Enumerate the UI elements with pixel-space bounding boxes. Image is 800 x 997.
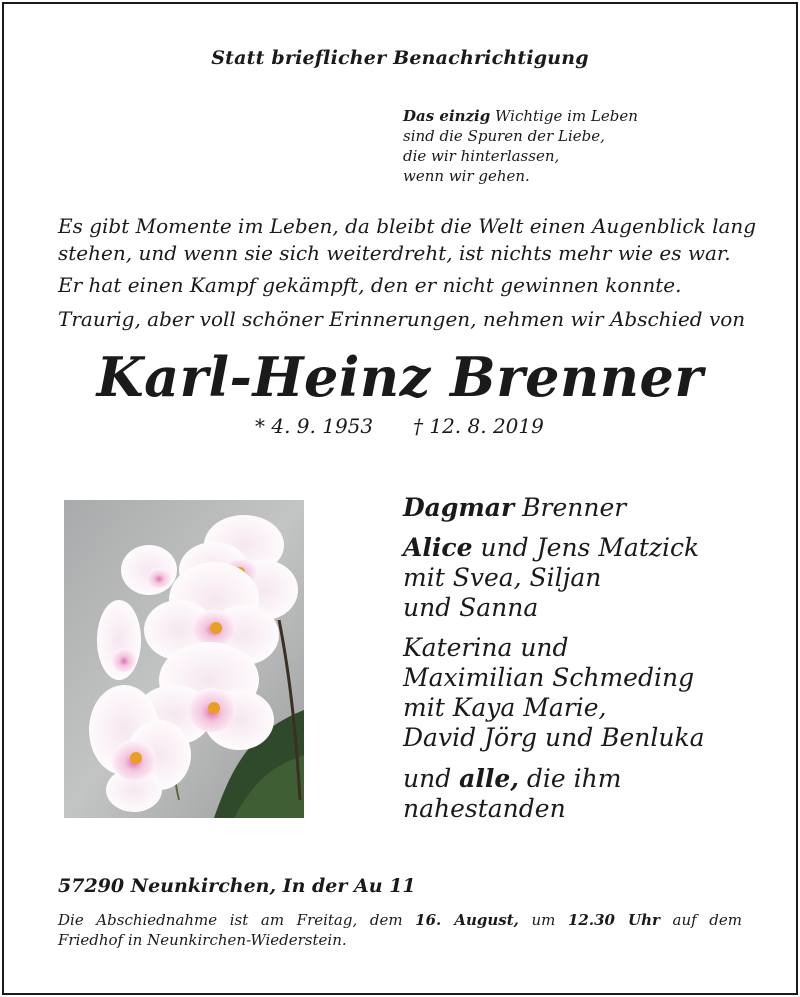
orchid-bloom-left-top [121, 545, 177, 595]
poem-lead: Das einzig [403, 107, 491, 125]
poem [403, 106, 638, 186]
poem-line-4: wenn wir gehen. [403, 167, 530, 185]
funeral-notice: Die Abschiednahme ist am Freitag, dem 16. August, um 12.30 Uhr auf dem Friedhof in Neunkirchen-Wiederstein. [58, 911, 742, 949]
intro-paragraph-2: Er hat einen Kampf gekämpft, den er nicht gewinnen konnte. [58, 273, 682, 297]
poem-line-1: Das einzig Wichtige im Leben [403, 107, 638, 125]
headline: Statt brieflicher Benachrichtigung [211, 47, 589, 69]
address: 57290 Neunkirchen, In der Au 11 [58, 875, 416, 897]
intro-paragraph-3: Traurig, aber voll schöner Erinnerungen, nehmen wir Abschied von [58, 307, 746, 331]
obituary-frame [2, 2, 798, 995]
family-dagmar: Dagmar Brenner [403, 493, 627, 522]
family-alice: Alice und Jens Matzick mit Svea, Siljan und Sanna [403, 533, 700, 622]
birth-date: * 4. 9. 1953 [255, 414, 374, 438]
intro-paragraph-1: Es gibt Momente im Leben, da bleibt die Welt einen Augenblick lang stehen, und wenn sie sich weiterdreht, ist nichts mehr wie es war. [58, 214, 757, 265]
poem-line-3: die wir hinterlassen, [403, 147, 560, 165]
poem-line-2: sind die Spuren der Liebe, [403, 127, 605, 145]
orchid-image [64, 500, 304, 818]
death-date: † 12. 8. 2019 [413, 414, 544, 438]
family-all: und alle, die ihm nahestanden [403, 764, 622, 823]
family-katerina: Katerina und Maximilian Schmeding mit Kaya Marie, David Jörg und Benluka [403, 633, 705, 752]
orchid-photo [64, 500, 304, 818]
deceased-name: Karl-Heinz Brenner [96, 345, 704, 409]
orchid-bloom-left [97, 600, 141, 680]
